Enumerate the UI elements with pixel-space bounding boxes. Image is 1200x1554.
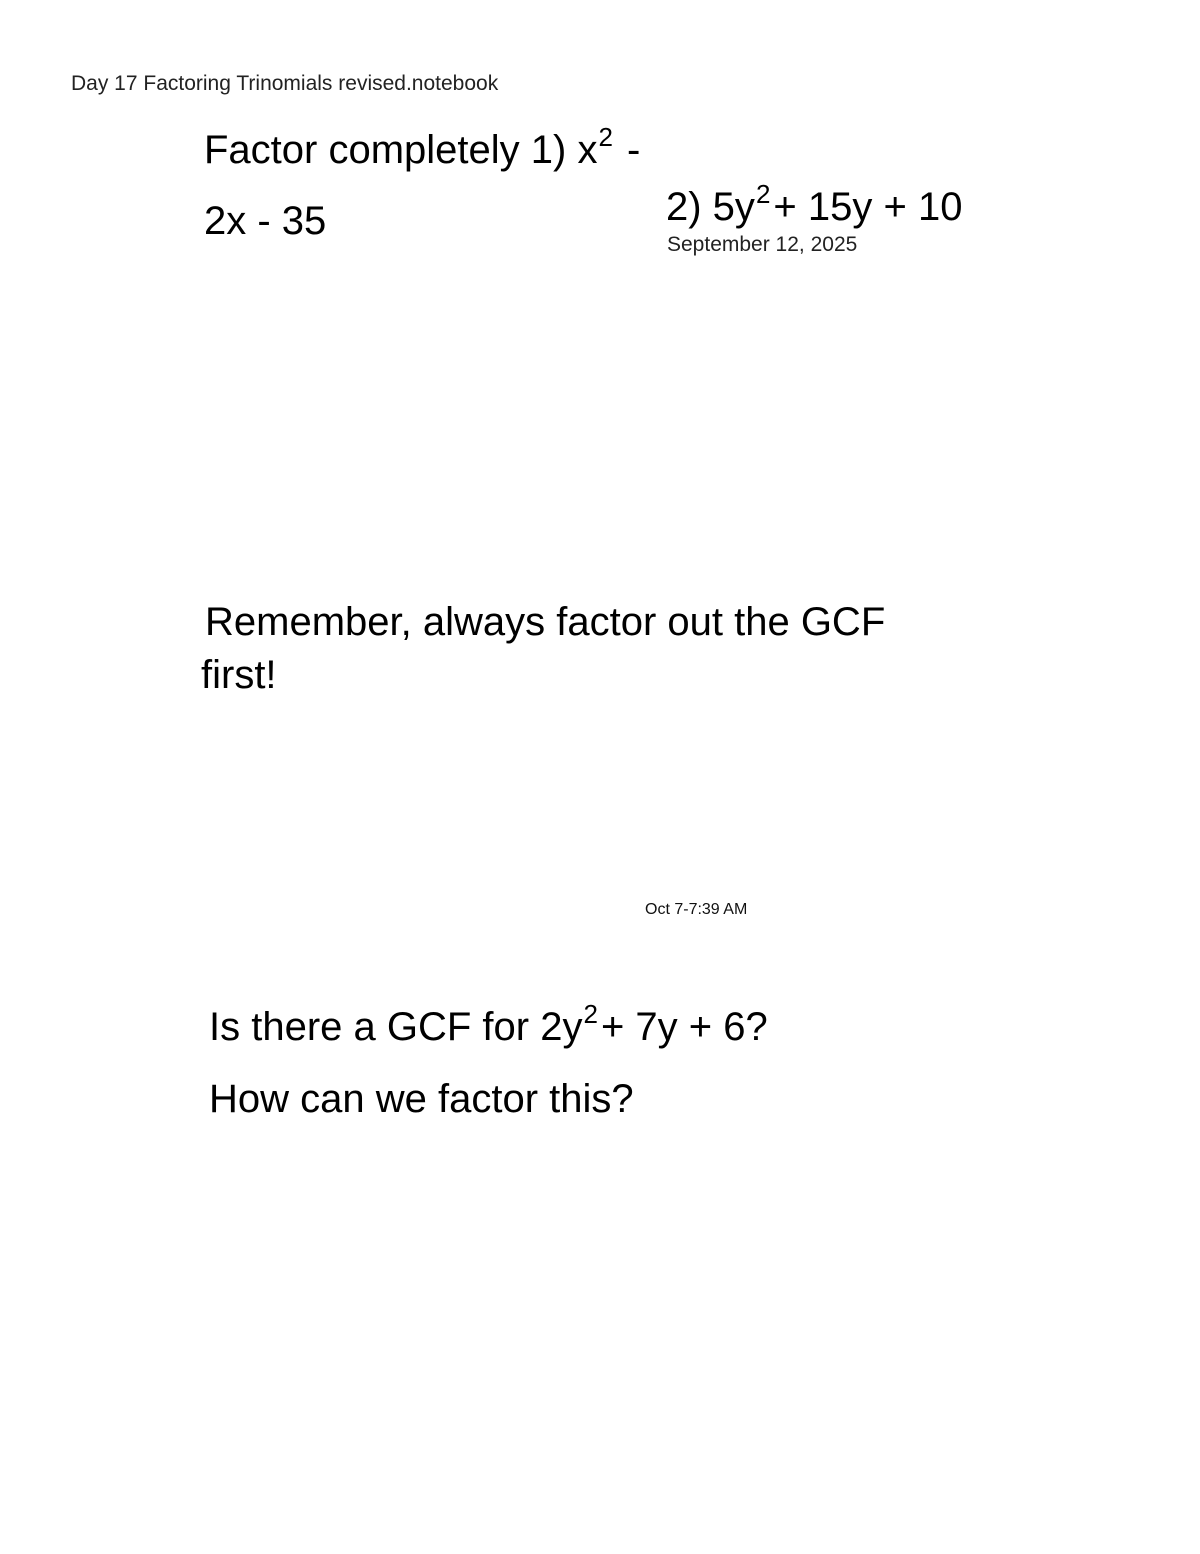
factor-question: How can we factor this? [209, 1077, 634, 1121]
page-timestamp: Oct 7-7:39 AM [645, 901, 748, 918]
gcf-question-prefix: Is there a GCF for 2y [209, 1005, 583, 1049]
problem-1-suffix: - [615, 128, 641, 172]
problem-1-prefix: Factor completely 1) x [204, 128, 598, 172]
problem-1-line-1 [204, 122, 641, 172]
problem-2-prefix: 2) 5y [666, 185, 755, 229]
document-title: Day 17 Factoring Trinomials revised.notebook [71, 72, 499, 95]
gcf-question-suffix: + 7y + 6? [600, 1005, 768, 1049]
problem-2-suffix: + 15y + 10 [773, 185, 963, 229]
gcf-question [209, 999, 768, 1049]
problem-1-line-2: 2x - 35 [204, 199, 327, 243]
problem-2-exponent: 2 [755, 179, 771, 209]
problem-2 [666, 179, 963, 229]
gcf-question-exponent: 2 [583, 999, 598, 1029]
reminder-line-1: Remember, always factor out the GCF [205, 600, 886, 644]
problem-1-exponent: 2 [598, 122, 613, 152]
page-date: September 12, 2025 [667, 233, 858, 256]
reminder-line-2: first! [201, 653, 277, 697]
